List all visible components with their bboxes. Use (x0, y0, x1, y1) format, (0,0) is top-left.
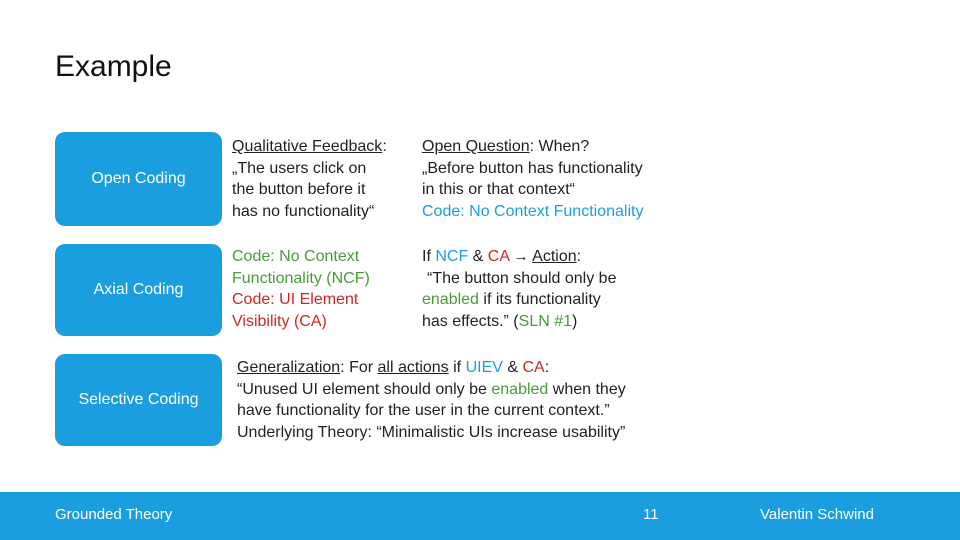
rule-line-4a: has effects.” ( (422, 312, 519, 330)
feedback-colon: : (382, 138, 387, 155)
gen-ca: CA (522, 359, 545, 376)
qualitative-feedback-text (232, 136, 387, 222)
slide-title: Example (55, 50, 172, 83)
open-question-rest: : When? (529, 138, 590, 155)
footer-author: Valentin Schwind (760, 506, 874, 523)
gen-uiev: UIEV (465, 359, 503, 376)
rule-line-2: “The button should only be (427, 269, 617, 287)
gen-if: if (448, 359, 466, 376)
page-number: 11 (643, 506, 659, 523)
generalization-label: Generalization (237, 359, 341, 376)
code-ca-line-1: Code: UI Element (232, 291, 359, 308)
open-coding-box (55, 132, 222, 226)
axial-rule-text (422, 246, 616, 332)
gen-line-2a: “Unused UI element should only be (237, 380, 492, 398)
question-quote-line-1: „Before button has functionality (422, 159, 643, 177)
underlying-theory: Underlying Theory: “Minimalistic UIs increase usability” (237, 423, 626, 441)
feedback-quote-line-1: „The users click on (232, 159, 367, 177)
rule-line-3: if its functionality (478, 291, 601, 308)
axial-coding-label: Axial Coding (93, 281, 184, 298)
rule-sln: SLN #1 (518, 312, 573, 330)
gen-for: : For (340, 359, 378, 376)
code-ca-line-2: Visibility (CA) (232, 312, 327, 330)
gen-enabled: enabled (491, 380, 549, 398)
feedback-quote-line-2: the button before it (232, 181, 366, 198)
gen-amp: & (502, 359, 523, 376)
gen-colon: : (544, 359, 550, 376)
arrow-right-icon: → (513, 248, 529, 265)
open-coding-label: Open Coding (91, 170, 186, 187)
rule-if: If (422, 248, 436, 265)
qualitative-feedback-label: Qualitative Feedback (232, 138, 383, 155)
footer-topic: Grounded Theory (55, 506, 173, 523)
question-quote-line-2: in this or that context“ (422, 181, 575, 198)
rule-action: Action (532, 248, 577, 265)
gen-line-3: have functionality for the user in the current context.” (237, 402, 610, 419)
open-question-label: Open Question (422, 138, 530, 155)
rule-ca: CA (487, 248, 510, 265)
rule-colon: : (576, 248, 582, 265)
code-ncf-line-1: Code: No Context (232, 248, 360, 265)
rule-enabled: enabled (422, 291, 479, 308)
gen-line-2b: when they (548, 380, 626, 398)
axial-coding-box (55, 244, 222, 336)
selective-coding-box (55, 354, 222, 446)
rule-line-4b: ) (572, 312, 578, 330)
open-question-text (422, 136, 643, 222)
all-actions: all actions (377, 359, 449, 376)
footer-bar (0, 492, 960, 540)
rule-amp: & (468, 248, 488, 265)
rule-ncf: NCF (435, 248, 469, 265)
open-code-line: Code: No Context Functionality (422, 202, 644, 220)
selective-coding-label: Selective Coding (78, 391, 199, 408)
feedback-quote-line-3: has no functionality“ (232, 202, 375, 220)
code-ncf-line-2: Functionality (NCF) (232, 269, 370, 287)
selective-coding-text (237, 357, 626, 443)
axial-codes-text (232, 246, 370, 332)
